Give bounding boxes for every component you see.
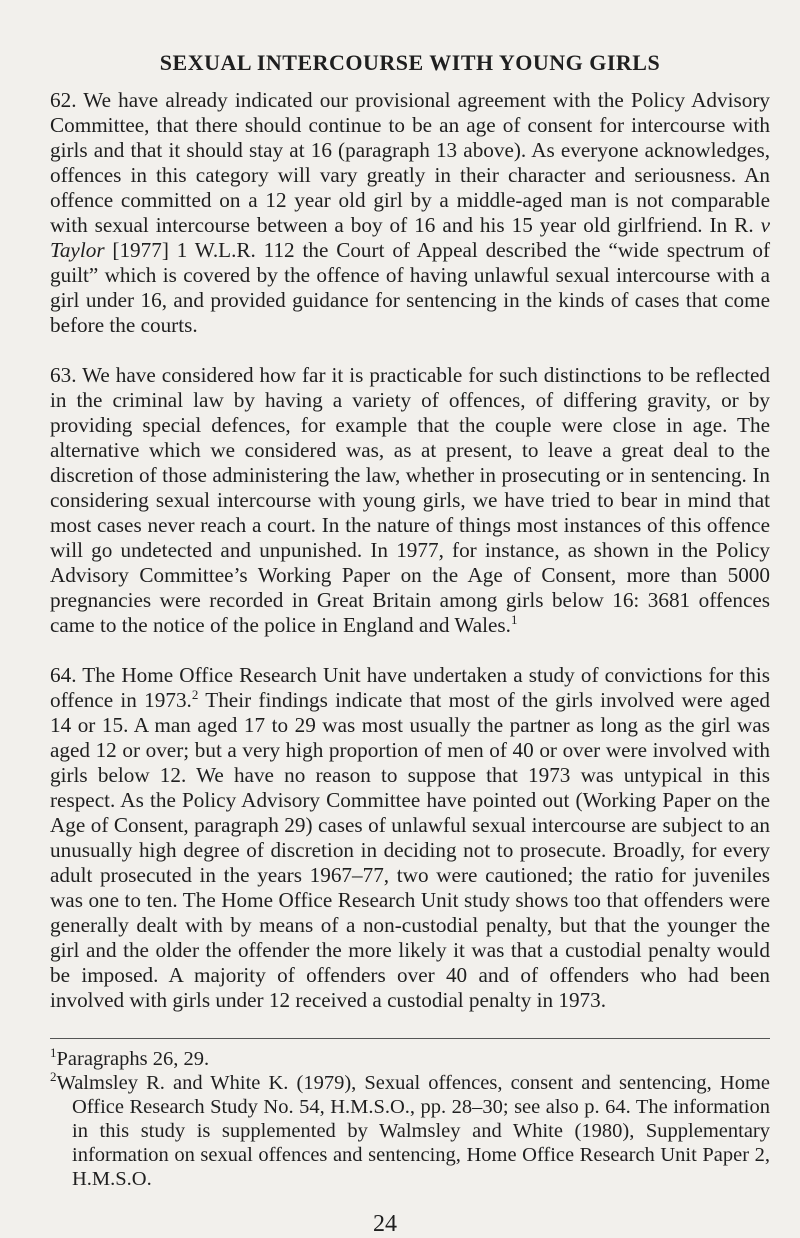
paragraph-62: [50, 88, 770, 338]
page-number: 24: [373, 1211, 397, 1237]
paragraph-text-start: The Home Office Research Unit have undertaken a study of convictions for this offence in 1973.: [50, 663, 770, 712]
paragraph-number: 62.: [50, 88, 77, 112]
footnote-text: Walmsley R. and White K. (1979), Sexual offences, consent and sentencing, Home Office Research Study No. 54, H.M.S.O., pp. 28–30; see also p. 64. The information in this study is supplemented by Walmsley and White (1980), Supplementary information on sexual offences and sentencing, Home Office Research Unit Paper 2, H.M.S.O.: [56, 1072, 770, 1190]
paragraph-number: 63.: [50, 363, 77, 387]
paragraph-63: [50, 363, 770, 638]
paragraph-64: [50, 663, 770, 1013]
footnote-text: Paragraphs 26, 29.: [56, 1048, 210, 1070]
paragraph-text-end: Their findings indicate that most of the girls involved were aged 14 or 15. A man aged 17 to 29 was most usually the partner as long as the girl was aged 12 or over; but a very high proportion of men of 40 or over were involved with girls below 12. We have no reason to suppose that 1973 was untypical in this respect. As the Policy Advisory Committee have pointed out (Working Paper on the Age of Consent, paragraph 29) cases of unlawful sexual intercourse are subject to an unusually high degree of discretion in deciding not to prosecute. Broadly, for every adult prosecuted in the years 1967–77, two were cautioned; the ratio for juveniles was one to ten. The Home Office Research Unit study shows too that offenders were generally dealt with by means of a non-custodial penalty, but that the younger the girl and the older the offender the more likely it was that a custodial penalty would be imposed. A majority of offenders over 40 and of offenders who had been involved with girls under 12 received a custodial penalty in 1973.: [50, 688, 770, 1012]
paragraph-62-body: We have already indicated our provisional agreement with the Policy Advisory Committee, that there should continue to be an age of consent for intercourse with girls and that it should stay at 16 (paragraph 13 above). As everyone acknowledges, offences in this category will vary greatly in their character and seriousness. An offence committed on a 12 year old girl by a middle-aged man is not comparable with sexual intercourse between a boy of 16 and his 15 year old girlfriend. In R. v Taylor [1977] 1 W.L.R. 112 the Court of Appeal described the “wide spectrum of guilt” which is covered by the offence of having unlawful sexual intercourse with a girl under 16, and provided guidance for sentencing in the kinds of cases that come before the courts.: [50, 88, 770, 337]
footnote-reference: 1: [510, 611, 518, 627]
footnote-2: [50, 1071, 770, 1191]
footnote-mark: 2: [50, 1069, 57, 1085]
footnote-mark: 1: [50, 1045, 57, 1061]
running-header: SEXUAL INTERCOURSE WITH YOUNG GIRLS: [159, 50, 661, 75]
footnote-1: [50, 1047, 770, 1071]
footnote-divider: [50, 1038, 770, 1039]
paragraph-text: We have considered how far it is practicable for such distinctions to be reflected in the criminal law by having a variety of offences, of differing gravity, or by providing special defences, for example that the couple were close in age. The alternative which we considered was, as at present, to leave a great deal to the discretion of those administering the law, whether in prosecuting or in sentencing. In considering sexual intercourse with young girls, we have tried to bear in mind that most cases never reach a court. In the nature of things most instances of this offence will go undetected and unpunished. In 1977, for instance, as shown in the Policy Advisory Committee’s Working Paper on the Age of Consent, more than 5000 pregnancies were recorded in Great Britain among girls below 16: 3681 offences came to the notice of the police in England and Wales.: [50, 363, 770, 637]
paragraph-text: [50, 88, 770, 337]
footnote-reference: 2: [191, 686, 199, 702]
paragraph-number: 64.: [50, 663, 77, 687]
